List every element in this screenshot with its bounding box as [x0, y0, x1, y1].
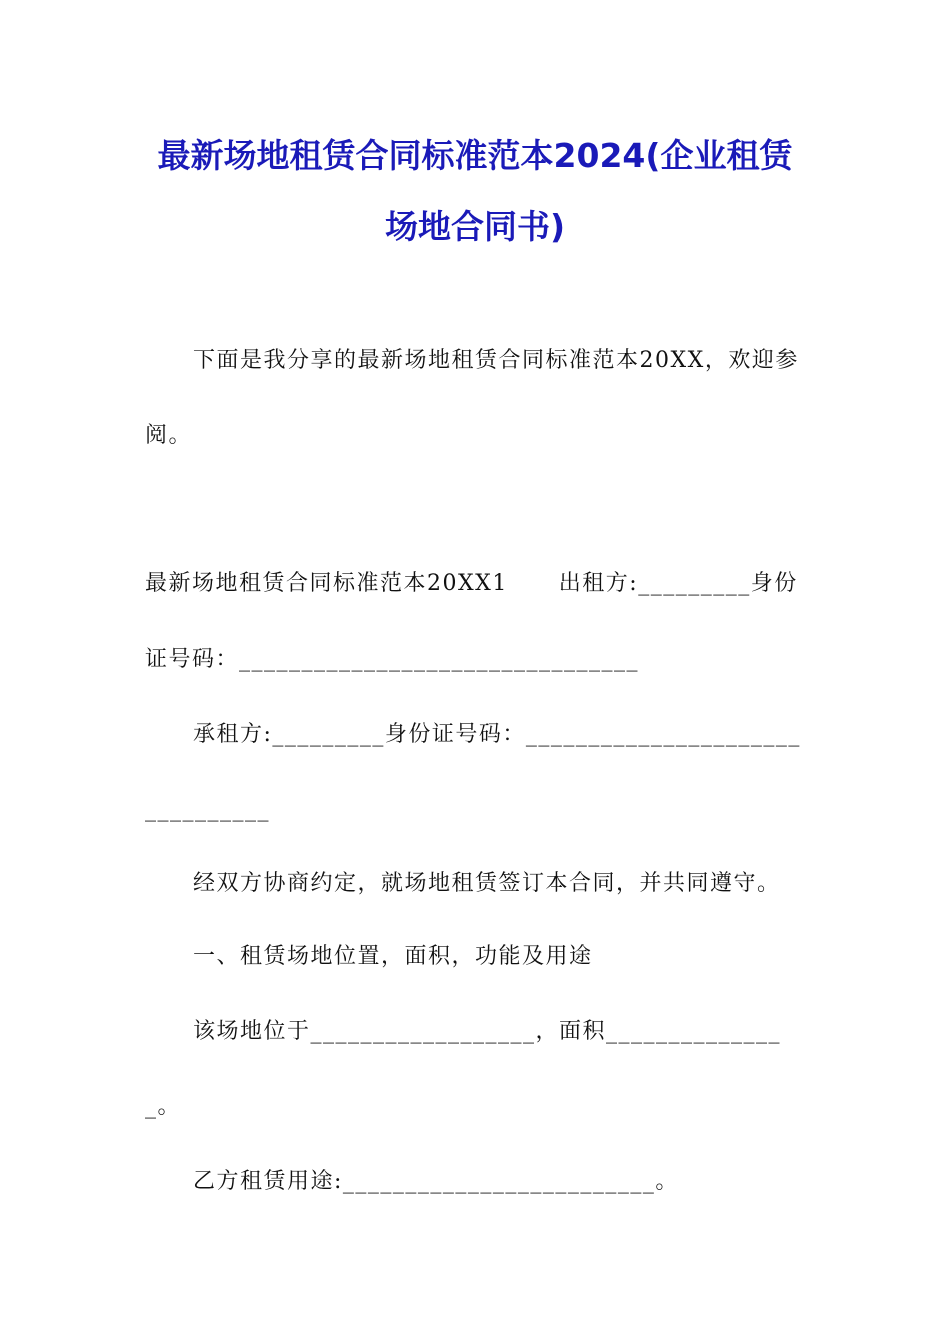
- usage-line: 乙方租赁用途:_________________________。: [193, 1169, 679, 1194]
- lessor-line-1: 最新场地租赁合同标准范本20XX1 出租方:_________身份: [145, 571, 798, 596]
- location-line-continuation: _。: [145, 1094, 182, 1119]
- agreement-paragraph: 经双方协商约定，就场地租赁签订本合同，并共同遵守。: [193, 871, 781, 896]
- lessee-line: 承租方:_________身份证号码：______________________: [193, 722, 801, 747]
- section-1-heading: 一、租赁场地位置，面积，功能及用途: [193, 944, 593, 969]
- location-line: 该场地位于__________________，面积______________: [193, 1019, 782, 1044]
- lessor-id-line: 证号码：________________________________: [145, 647, 640, 672]
- intro-paragraph-line-1: 下面是我分享的最新场地租赁合同标准范本20XX，欢迎参: [193, 348, 799, 373]
- document-title-line-1: 最新场地租赁合同标准范本2024(企业租赁: [157, 136, 793, 175]
- intro-paragraph-line-2: 阅。: [145, 423, 193, 448]
- lessee-line-continuation: __________: [145, 797, 270, 822]
- document-title-line-2: 场地合同书): [384, 207, 566, 246]
